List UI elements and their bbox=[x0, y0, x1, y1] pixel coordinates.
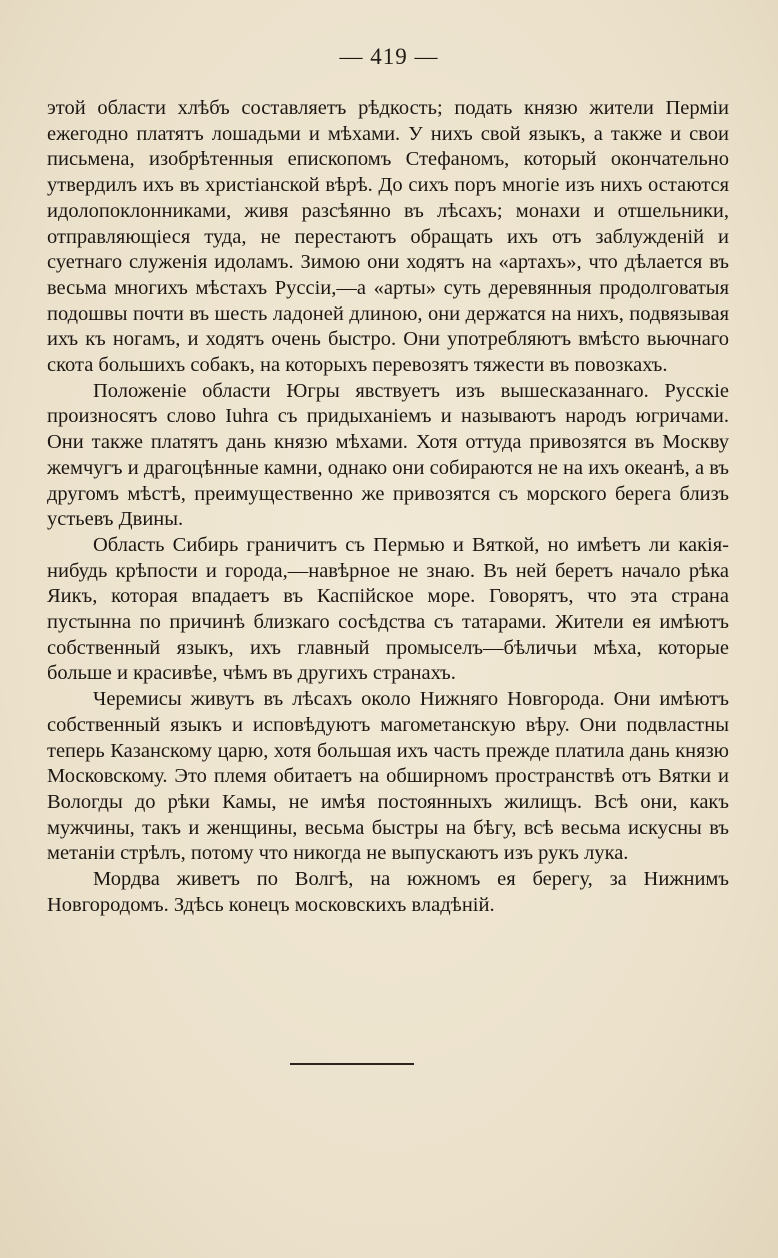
paragraph-mordva: Мордва живетъ по Волгѣ, на южномъ ея берегу, за Нижнимъ Новгородомъ. Здѣсь конецъ московскихъ владѣній. bbox=[47, 868, 729, 916]
paragraph-siberia: Область Сибирь граничитъ съ Пермью и Вяткой, но имѣетъ ли какія-нибудь крѣпости и города,—навѣрное не знаю. Въ ней беретъ начало рѣка Яикъ, которая впадаетъ въ Каспійское море. Говорятъ, что эта страна пустынна по причинѣ близкаго сосѣдства съ татарами. Жители ея имѣютъ собственный языкъ, ихъ главный промыселъ—бѣличьи мѣха, которые больше и красивѣе, чѣмъ въ другихъ странахъ. bbox=[47, 533, 729, 685]
body-text bbox=[47, 96, 729, 919]
paragraph-perm: этой области хлѣбъ составляетъ рѣдкость; подать князю жители Перміи ежегодно платятъ лошадьми и мѣхами. У нихъ свой языкъ, а также и свои письмена, изобрѣтенныя епископомъ Стефаномъ, который окончательно утвердилъ ихъ въ христіанской вѣрѣ. До сихъ поръ многіе изъ нихъ остаются идолопоклонниками, живя разсѣянно въ лѣсахъ; монахи и отшельники, отправляющіеся туда, не перестаютъ обращать ихъ отъ заблужденій и суетнаго служенія идоламъ. Зимою они ходятъ на «артахъ», что дѣлается въ весьма многихъ мѣстахъ Руссіи,—а «арты» суть деревянныя продолговатыя подошвы почти въ шесть ладоней длиною, они держатся на нихъ, подвязывая ихъ къ ногамъ, и ходятъ очень быстро. Они употребляютъ вмѣсто вьючнаго скота большихъ собакъ, на которыхъ перевозятъ тяжести въ повозкахъ. bbox=[47, 97, 729, 377]
page-number: — 419 — bbox=[339, 44, 439, 69]
section-end-rule bbox=[290, 1063, 414, 1065]
paragraph-yugra: Положеніе области Югры явствуетъ изъ вышесказаннаго. Русскіе произносятъ слово Iuhra съ придыханіемъ и называютъ народъ югричами. Они также платятъ дань князю мѣхами. Хотя оттуда привозятся въ Москву жемчугъ и драгоцѣнные камни, однако они собираются не на ихъ океанѣ, а въ другомъ мѣстѣ, преимущественно же привозятся съ морского берега близъ устьевъ Двины. bbox=[47, 379, 729, 531]
paragraph-cheremis: Черемисы живутъ въ лѣсахъ около Нижняго Новгорода. Они имѣютъ собственный языкъ и исповѣдуютъ магометанскую вѣру. Они подвластны теперь Казанскому царю, хотя большая ихъ часть прежде платила дань князю Московскому. Это племя обитаетъ на обширномъ пространствѣ отъ Вятки и Вологды до рѣки Камы, не имѣя постоянныхъ жилищъ. Всѣ они, какъ мужчины, такъ и женщины, весьма быстры на бѣгу, всѣ весьма искусны въ метаніи стрѣлъ, потому что никогда не выпускаютъ изъ рукъ лука. bbox=[47, 688, 729, 865]
